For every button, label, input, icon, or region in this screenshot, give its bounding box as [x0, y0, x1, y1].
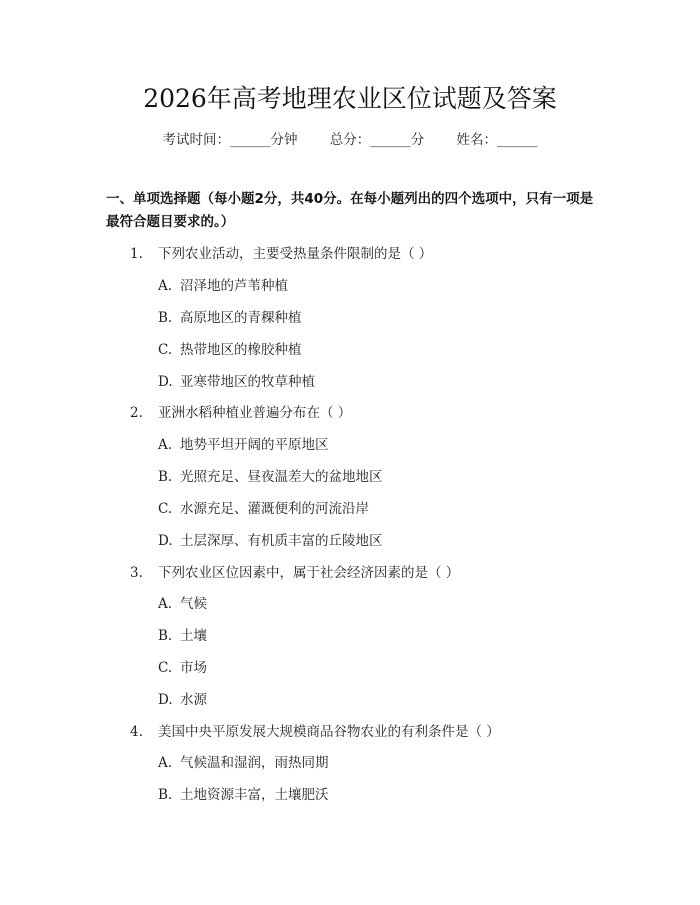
option-text: 土层深厚、有机质丰富的丘陵地区 [180, 533, 383, 549]
option-text: 地势平坦开阔的平原地区 [180, 437, 329, 453]
option-letter: A. [158, 278, 173, 294]
option-letter: C. [158, 342, 173, 358]
option-item [158, 372, 315, 392]
question-text: 亚洲水稻种植业普遍分布在（ ） [158, 405, 352, 421]
option-letter: C. [158, 501, 173, 517]
option-text: 水源 [180, 692, 207, 708]
option-item [158, 594, 207, 614]
question-item [130, 722, 500, 742]
option-text: 气候 [180, 596, 207, 612]
question-text: 下列农业区位因素中，属于社会经济因素的是（ ） [158, 565, 460, 581]
student-name-label: 姓名： [456, 132, 498, 148]
option-letter: D. [158, 374, 173, 390]
option-item [158, 340, 302, 360]
option-text: 高原地区的青稞种植 [180, 310, 302, 326]
option-text: 亚寒带地区的牧草种植 [180, 374, 315, 390]
option-item [158, 658, 207, 678]
option-text: 热带地区的橡胶种植 [180, 342, 302, 358]
option-item [158, 276, 288, 296]
exam-time-field [162, 130, 297, 150]
total-score-label: 总分： [329, 132, 371, 148]
question-number: 4. [130, 724, 143, 740]
question-item [130, 563, 459, 583]
question-item [130, 403, 351, 423]
option-item [158, 308, 302, 328]
option-letter: D. [158, 692, 173, 708]
option-text: 沼泽地的芦苇种植 [180, 278, 288, 294]
option-item [158, 626, 207, 646]
section-heading: 一、单项选择题（每小题2分，共40分。在每小题列出的四个选项中，只有一项是最符合题目要求的。） [106, 191, 594, 230]
total-score-field [330, 130, 425, 150]
option-text: 水源充足、灌溉便利的河流沿岸 [180, 501, 369, 517]
option-letter: B. [158, 310, 173, 326]
total-score-unit: 分 [410, 132, 425, 148]
option-item [158, 753, 329, 773]
question-text: 下列农业活动，主要受热量条件限制的是（ ） [158, 246, 433, 262]
option-item [158, 690, 207, 710]
option-text: 土壤 [180, 628, 207, 644]
option-letter: B. [158, 628, 173, 644]
question-text: 美国中央平原发展大规模商品谷物农业的有利条件是（ ） [158, 724, 500, 740]
option-text: 土地资源丰富，土壤肥沃 [180, 787, 329, 803]
student-name-blank: ______ [497, 132, 538, 148]
exam-info-line [0, 130, 700, 150]
question-number: 1. [130, 246, 143, 262]
option-item [158, 435, 329, 455]
option-letter: B. [158, 787, 173, 803]
question-item [130, 244, 432, 264]
exam-time-unit: 分钟 [270, 132, 298, 148]
option-letter: B. [158, 469, 173, 485]
option-text: 光照充足、昼夜温差大的盆地地区 [180, 469, 383, 485]
option-item [158, 531, 383, 551]
option-item [158, 499, 369, 519]
option-letter: D. [158, 533, 173, 549]
option-letter: A. [158, 596, 173, 612]
option-text: 市场 [180, 660, 207, 676]
exam-time-blank: ______ [229, 132, 271, 148]
option-item [158, 785, 329, 805]
option-letter: C. [158, 660, 173, 676]
option-text: 气候温和湿润，雨热同期 [180, 755, 329, 771]
page-title: 2026年高考地理农业区位试题及答案 [143, 84, 557, 113]
question-number: 3. [130, 565, 143, 581]
option-item [158, 467, 383, 487]
student-name-field [457, 130, 538, 150]
exam-time-label: 考试时间： [162, 132, 230, 148]
question-number: 2. [130, 405, 143, 421]
total-score-blank: ______ [370, 132, 411, 148]
option-letter: A. [158, 755, 173, 771]
option-letter: A. [158, 437, 173, 453]
